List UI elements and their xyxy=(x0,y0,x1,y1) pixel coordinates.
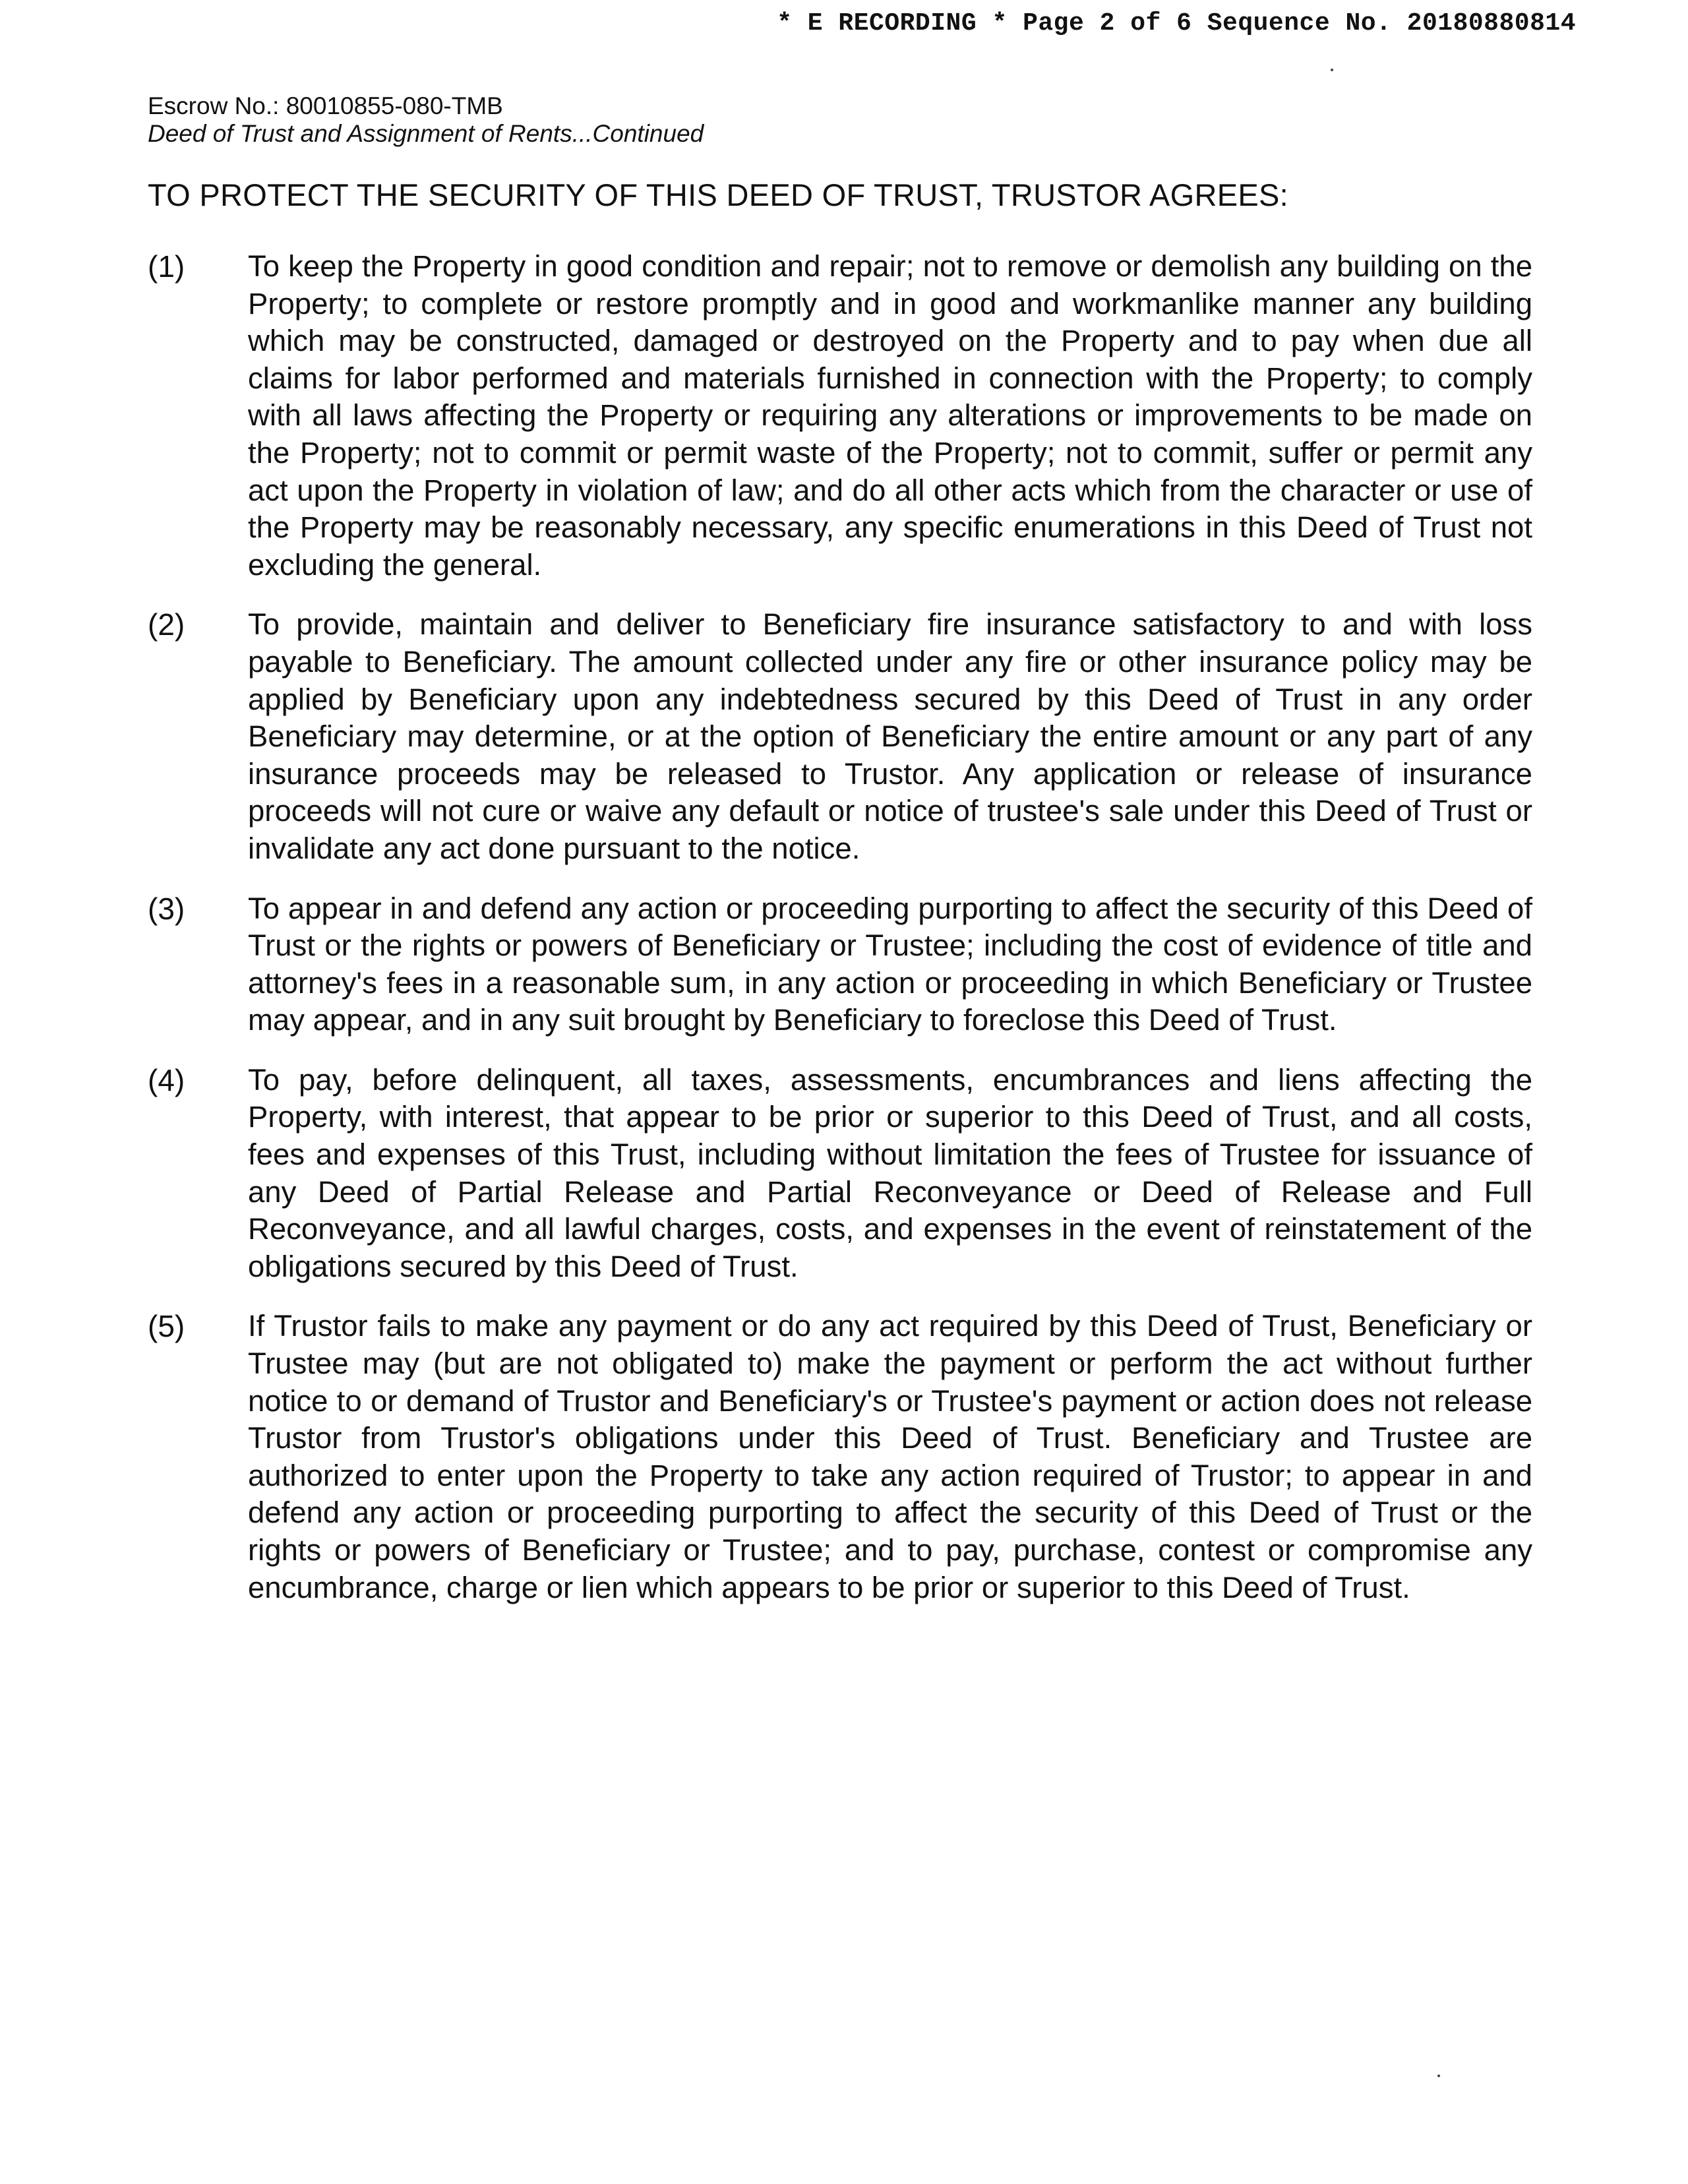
clause-2 xyxy=(148,606,1532,867)
clause-number: (1) xyxy=(148,249,185,284)
clause-number: (4) xyxy=(148,1062,185,1097)
recording-header: * E RECORDING * Page 2 of 6 Sequence No. 20180880814 xyxy=(777,9,1576,38)
scan-speck xyxy=(1331,69,1333,71)
clause-text: To appear in and defend any action or proceeding purporting to affect the security of this Deed of Trust or the rights or powers of Beneficiary or Trustee; including the cost of evidence of title and attorney's fees in a reasonable sum, in any action or proceeding in which Beneficiary or Trustee may appear, and in any suit brought by Beneficiary to foreclose this Deed of Trust. xyxy=(248,891,1532,1037)
clause-text: If Trustor fails to make any payment or do any act required by this Deed of Trust, Beneficiary or Trustee may (but are not obligated to) make the payment or perform the act without further notice to or demand of Trustor and Beneficiary's or Trustee's payment or action does not release Trustor from Trustor's obligations under this Deed of Trust. Beneficiary and Trustee are authorized to enter upon the Property to take any action required of Trustor; to appear in and defend any action or proceeding purporting to affect the security of this Deed of Trust or the rights or powers of Beneficiary or Trustee; and to pay, purchase, contest or compromise any encumbrance, charge or lien which appears to be prior or superior to this Deed of Trust. xyxy=(248,1309,1532,1604)
clause-text: To keep the Property in good condition and repair; not to remove or demolish any building on the Property; to complete or restore promptly and in good and workmanlike manner any building which may be constructed, damaged or destroyed on the Property and to pay when due all claims for labor performed and materials furnished in connection with the Property; to comply with all laws affecting the Property or requiring any alterations or improvements to be made on the Property; not to commit or permit waste of the Property; not to commit, suffer or permit any act upon the Property in violation of law; and do all other acts which from the character or use of the Property may be reasonably necessary, any specific enumerations in this Deed of Trust not excluding the general. xyxy=(248,249,1532,582)
clause-3 xyxy=(148,890,1532,1039)
clause-text: To provide, maintain and deliver to Beneficiary fire insurance satisfactory to and with loss payable to Beneficiary. The amount collected under any fire or other insurance policy may be applied by Beneficiary upon any indebtedness secured by this Deed of Trust in any order Beneficiary may determine, or at the option of Beneficiary the entire amount or any part of any insurance proceeds may be released to Trustor. Any application or release of insurance proceeds will not cure or waive any default or notice of trustee's sale under this Deed of Trust or invalidate any act done pursuant to the notice. xyxy=(248,607,1532,865)
escrow-number: Escrow No.: 80010855-080-TMB xyxy=(148,92,503,119)
clause-5 xyxy=(148,1308,1532,1606)
clause-text: To pay, before delinquent, all taxes, assessments, encumbrances and liens affecting the Property, with interest, that appear to be prior or superior to this Deed of Trust, and all costs, fees and expenses of this Trust, including without limitation the fees of Trustee for issuance of any Deed of Partial Release and Partial Reconveyance or Deed of Release and Full Reconveyance, and all lawful charges, costs, and expenses in the event of reinstatement of the obligations secured by this Deed of Trust. xyxy=(248,1062,1532,1283)
clause-number: (2) xyxy=(148,607,185,642)
document-subtitle: Deed of Trust and Assignment of Rents...Continued xyxy=(148,120,704,147)
scan-speck xyxy=(1437,2075,1440,2077)
clause-1 xyxy=(148,248,1532,584)
clause-number: (3) xyxy=(148,891,185,926)
escrow-block xyxy=(148,92,704,148)
clause-list xyxy=(148,248,1532,1629)
clause-number: (5) xyxy=(148,1309,185,1344)
section-heading: TO PROTECT THE SECURITY OF THIS DEED OF TRUST, TRUSTOR AGREES: xyxy=(148,177,1289,212)
clause-4 xyxy=(148,1062,1532,1286)
